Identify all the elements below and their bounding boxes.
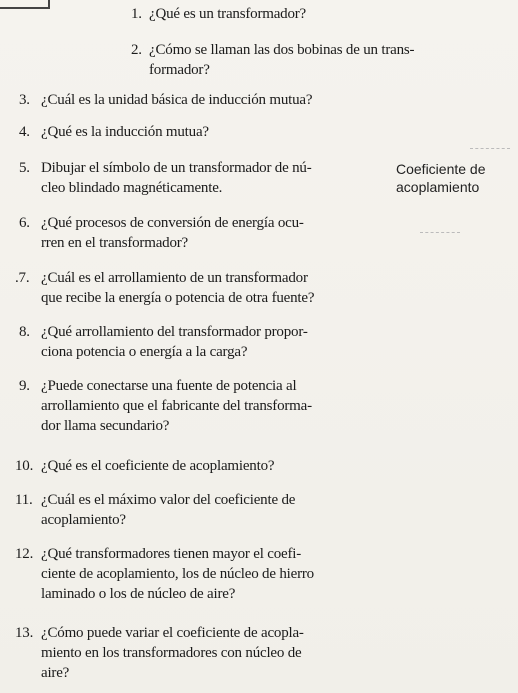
question-text-line: Dibujar el símbolo de un transformador de nú- <box>41 160 312 176</box>
question-8 <box>19 322 308 362</box>
question-text-line: acoplamiento? <box>41 512 126 528</box>
question-text-line: miento en los transformadores con núcleo de <box>41 645 302 661</box>
question-number: 1. <box>131 6 142 22</box>
question-text-line: dor llama secundario? <box>41 418 170 434</box>
question-text-line: rren en el transformador? <box>41 235 189 251</box>
question-number: 3. <box>19 92 30 108</box>
question-number: 2. <box>131 42 142 58</box>
question-text-line: aire? <box>41 665 70 681</box>
margin-divider <box>470 148 510 150</box>
question-number: 12. <box>15 546 34 562</box>
question-text-line: ¿Puede conectarse una fuente de potencia al <box>41 378 297 394</box>
question-1 <box>131 4 306 24</box>
corner-rule <box>0 0 50 9</box>
question-number: .7. <box>15 270 30 286</box>
question-5 <box>19 158 312 198</box>
question-number: 11. <box>15 492 33 508</box>
question-text-line: ¿Cómo se llaman las dos bobinas de un trans- <box>149 42 415 58</box>
question-number: 9. <box>19 378 30 394</box>
question-text-line: formador? <box>149 62 210 78</box>
question-number: 10. <box>15 458 34 474</box>
question-10 <box>15 456 274 476</box>
question-text-line: ¿Qué es la inducción mutua? <box>41 124 209 140</box>
question-number: 4. <box>19 124 30 140</box>
question-text-line: ciona potencia o energía a la carga? <box>41 344 248 360</box>
question-text-line: que recibe la energía o potencia de otra fuente? <box>41 290 315 306</box>
question-text-line: ¿Qué procesos de conversión de energía ocu- <box>41 215 304 231</box>
question-text-line: ¿Cómo puede variar el coeficiente de acopla- <box>41 625 304 641</box>
question-text-line: ¿Qué es un transformador? <box>149 6 307 22</box>
question-number: 8. <box>19 324 30 340</box>
question-text-line: arrollamiento que el fabricante del transforma- <box>41 398 312 414</box>
question-11 <box>15 490 295 530</box>
margin-note-line: Coeficiente de <box>396 161 486 177</box>
question-number: 5. <box>19 160 30 176</box>
margin-note-line: acoplamiento <box>396 179 480 195</box>
question-text-line: ciente de acoplamiento, los de núcleo de hierro <box>41 566 314 582</box>
question-text-line: cleo blindado magnéticamente. <box>41 180 223 196</box>
question-7 <box>15 268 314 308</box>
question-12 <box>15 544 314 604</box>
margin-note <box>396 160 486 196</box>
question-text-line: laminado o los de núcleo de aire? <box>41 586 236 602</box>
question-text-line: ¿Cuál es la unidad básica de inducción mutua? <box>41 92 313 108</box>
question-number: 6. <box>19 215 30 231</box>
question-6 <box>19 213 304 253</box>
question-text-line: ¿Qué es el coeficiente de acoplamiento? <box>41 458 275 474</box>
question-text-line: ¿Qué arrollamiento del transformador propor- <box>41 324 308 340</box>
margin-divider <box>420 232 460 234</box>
question-9 <box>19 376 312 436</box>
question-text-line: ¿Cuál es el arrollamiento de un transformador <box>41 270 308 286</box>
question-3 <box>19 90 312 110</box>
question-2 <box>131 40 414 80</box>
question-number: 13. <box>15 625 34 641</box>
question-4 <box>19 122 209 142</box>
question-text-line: ¿Qué transformadores tienen mayor el coefi- <box>41 546 302 562</box>
question-13 <box>15 623 304 683</box>
question-text-line: ¿Cuál es el máximo valor del coeficiente de <box>41 492 296 508</box>
